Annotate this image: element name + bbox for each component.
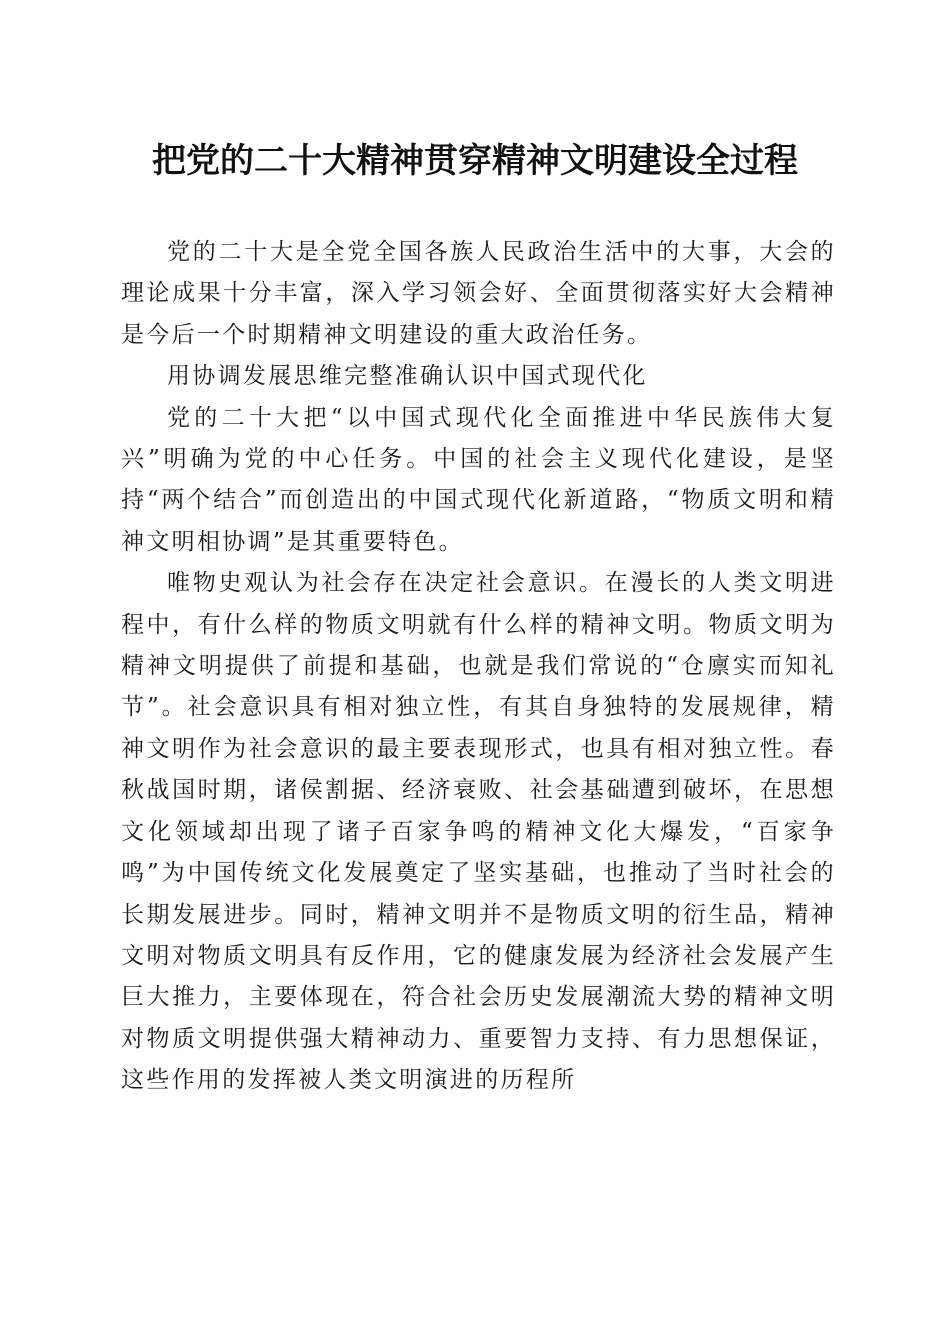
document-title: 把党的二十大精神贯穿精神文明建设全过程 (152, 141, 798, 181)
paragraph-intro: 党的二十大是全党全国各族人民政治生活中的大事，大会的理论成果十分丰富，深入学习领会好、全面贯彻落实好大会精神是今后一个时期精神文明建设的重大政治任务。 (121, 239, 836, 348)
paragraph-central-task: 党的二十大把“以中国式现代化全面推进中华民族伟大复兴”明确为党的中心任务。中国的社会主义现代化建设，是坚持“两个结合”而创造出的中国式现代化新道路，“物质文明和精神文明相协调”是其重要特色。 (121, 404, 836, 555)
document-body (121, 232, 836, 1102)
section-heading: 用协调发展思维完整准确认识中国式现代化 (167, 363, 648, 390)
paragraph-historical-materialism: 唯物史观认为社会存在决定社会意识。在漫长的人类文明进程中，有什么样的物质文明就有什么样的精神文明。物质文明为精神文明提供了前提和基础，也就是我们常说的“仓廪实而知礼节”。社会意识具有相对独立性，有其自身独特的发展规律，精神文明作为社会意识的最主要表现形式，也具有相对独立性。春秋战国时期，诸侯割据、经济衰败、社会基础遭到破坏，在思想文化领域却出现了诸子百家争鸣的精神文化大爆发，“百家争鸣”为中国传统文化发展奠定了坚实基础，也推动了当时社会的长期发展进步。同时，精神文明并不是物质文明的衍生品，精神文明对物质文明具有反作用，它的健康发展为经济社会发展产生巨大推力，主要体现在，符合社会历史发展潮流大势的精神文明对物质文明提供强大精神动力、重要智力支持、有力思想保证，这些作用的发挥被人类文明演进的历程所 (121, 570, 836, 1094)
